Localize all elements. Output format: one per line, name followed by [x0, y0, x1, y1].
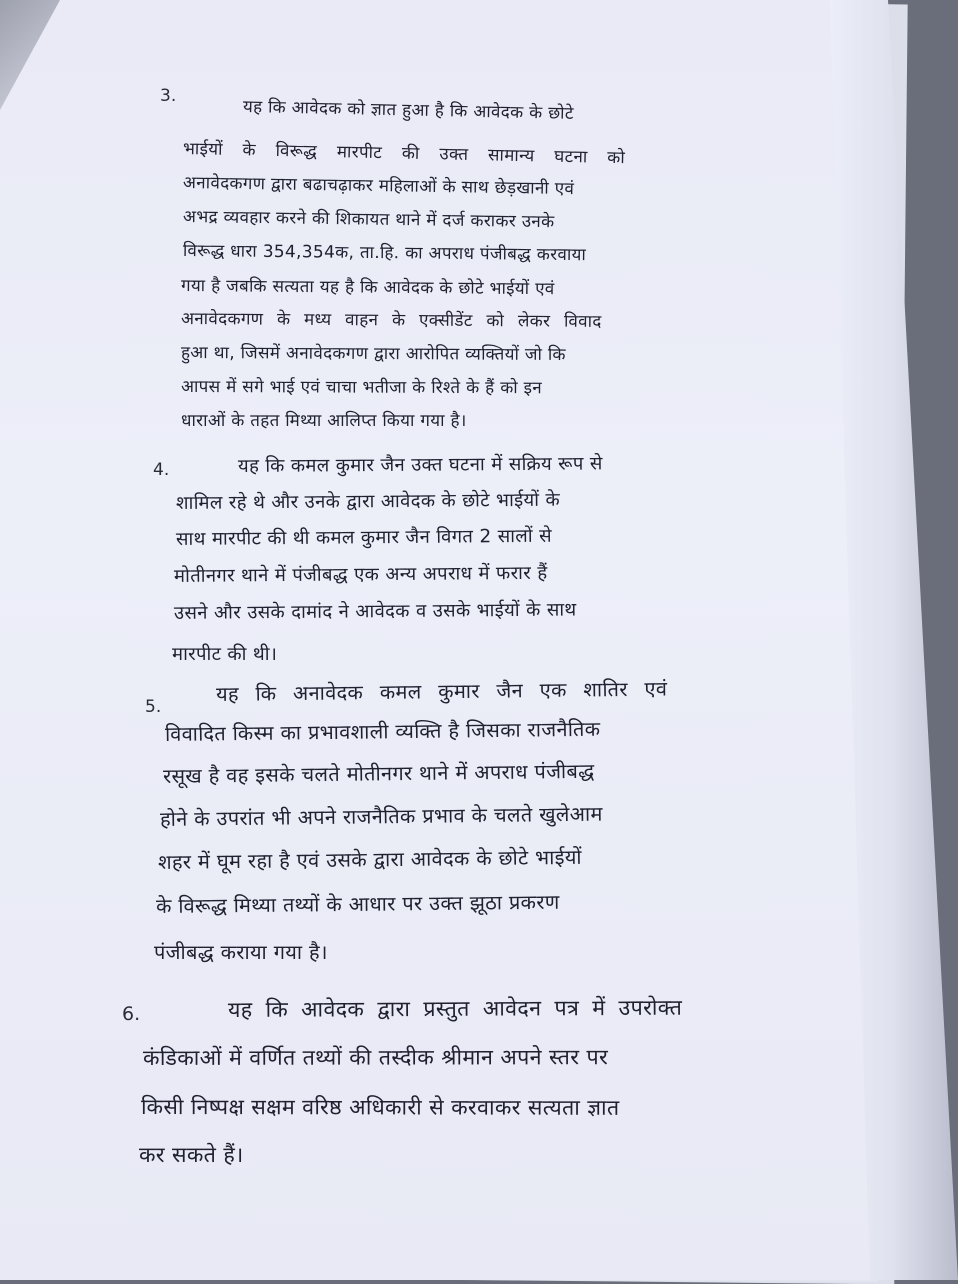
- text-line: यह कि अनावेदक कमल कुमार जैन एक शातिर एवं: [215, 676, 668, 706]
- text-line: अनावेदकगण के मध्य वाहन के एक्सीडेंट को लेकर विवाद: [180, 309, 602, 332]
- text-line: शहर में घूम रहा है एवं उसके द्वारा आवेदक के छोटे भाईयों: [157, 844, 582, 874]
- text-line: धाराओं के तहत मिथ्या आलिप्त किया गया है।: [181, 411, 467, 431]
- text-line: किसी निष्पक्ष सक्षम वरिष्ठ अधिकारी से करवाकर सत्यता ज्ञात: [140, 1095, 620, 1121]
- text-line: कर सकते हैं।: [139, 1143, 244, 1168]
- text-line: कंडिकाओं में वर्णित तथ्यों की तस्दीक श्रीमान अपने स्तर पर: [142, 1045, 609, 1071]
- text-line: यह कि आवेदक को ज्ञात हुआ है कि आवेदक के छोटे: [242, 97, 574, 124]
- text-line: विरूद्ध धारा 354,354क, ता.हि. का अपराध पंजीबद्ध करवाया: [182, 241, 587, 266]
- text-line: हुआ था, जिसमें अनावेदकगण द्वारा आरोपित व्यक्तियों जो कि: [180, 343, 566, 366]
- text-line: विवादित किस्म का प्रभावशाली व्यक्ति है जिसका राजनैतिक: [164, 716, 601, 746]
- paragraph-number: 4.: [153, 460, 170, 480]
- text-line: अभद्र व्यवहार करने की शिकायत थाने में दर्ज कराकर उनके: [182, 207, 555, 233]
- text-line: होने के उपरांत भी अपने राजनैतिक प्रभाव के चलते खुलेआम: [159, 801, 603, 831]
- text-line: उसने और उसके दामांद ने आवेदक व उसके भाईयों के साथ: [173, 599, 577, 624]
- text-line: आपस में सगे भाई एवं चाचा भतीजा के रिश्ते के हैं को इन: [180, 377, 543, 399]
- text-line: अनावेदकगण द्वारा बढाचढ़ाकर महिलाओं के साथ छेड़खानी एवं: [182, 173, 575, 200]
- text-line: यह कि कमल कुमार जैन उक्त घटना में सक्रिय रूप से: [237, 453, 603, 477]
- paragraph-number: 5.: [145, 697, 162, 717]
- text-line: शामिल रहे थे और उनके द्वारा आवेदक के छोटे भाईयों के: [175, 489, 561, 514]
- text-line: यह कि आवेदक द्वारा प्रस्तुत आवेदन पत्र में उपरोक्त: [227, 995, 683, 1023]
- text-line: के विरूद्ध मिथ्या तथ्यों के आधार पर उक्त झूठा प्रकरण: [155, 889, 560, 918]
- text-line: पंजीबद्ध कराया गया है।: [154, 940, 328, 964]
- text-line: मारपीट की थी।: [172, 644, 278, 665]
- text-line: मोतीनगर थाने में पंजीबद्ध एक अन्य अपराध में फरार हैं: [173, 562, 548, 587]
- text-line: गया है जबकि सत्यता यह है कि आवेदक के छोटे भाईयों एवं: [180, 276, 555, 300]
- paragraph-number: 3.: [160, 86, 177, 106]
- text-line: भाईयों के विरूद्ध मारपीट की उक्त सामान्य घटना को: [182, 139, 626, 169]
- text-line: साथ मारपीट की थी कमल कुमार जैन विगत 2 सालों से: [175, 525, 552, 550]
- text-line: रसूख है वह इसके चलते मोतीनगर थाने में अपराध पंजीबद्ध: [162, 758, 595, 788]
- paragraph-number: 6.: [122, 1003, 141, 1025]
